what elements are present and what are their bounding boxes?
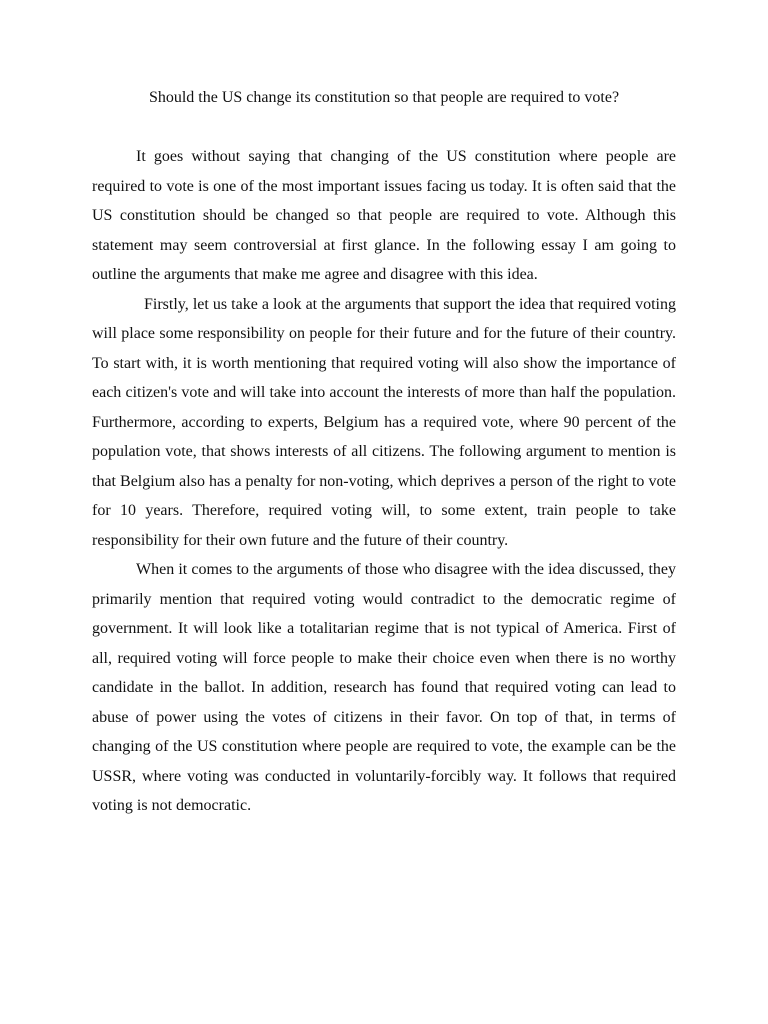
- paragraph-arguments-for: Firstly, let us take a look at the arguments that support the idea that required voting will place some responsibility on people for their future and for the future of their country. To start with, it is worth mentioning that required voting will also show the importance of each citizen's vote and will take into account the interests of more than half the population. Furthermore, according to experts, Belgium has a required vote, where 90 percent of the population vote, that shows interests of all citizens. The following argument to mention is that Belgium also has a penalty for non-voting, which deprives a person of the right to vote for 10 years. Therefore, required voting will, to some extent, train people to take responsibility for their own future and the future of their country.: [92, 295, 676, 549]
- paragraph-introduction: It goes without saying that changing of the US constitution where people are required to vote is one of the most important issues facing us today. It is often said that the US constitution should be changed so that people are required to vote. Although this statement may seem controversial at first glance. In the following essay I am going to outline the arguments that make me agree and disagree with this idea.: [92, 148, 676, 283]
- document-title: Should the US change its constitution so that people are required to vote?: [148, 89, 620, 106]
- title-spacer: [92, 110, 676, 142]
- paragraph-arguments-against: When it comes to the arguments of those who disagree with the idea discussed, they primarily mention that required voting would contradict to the democratic regime of government. It will look like a totalitarian regime that is not typical of America. First of all, required voting will force people to make their choice even when there is no worthy candidate in the ballot. In addition, research has found that required voting can lead to abuse of power using the votes of citizens in their favor. On top of that, in terms of changing of the US constitution where people are required to vote, the example can be the USSR, where voting was conducted in voluntarily-forcibly way. It follows that required voting is not democratic.: [92, 561, 676, 814]
